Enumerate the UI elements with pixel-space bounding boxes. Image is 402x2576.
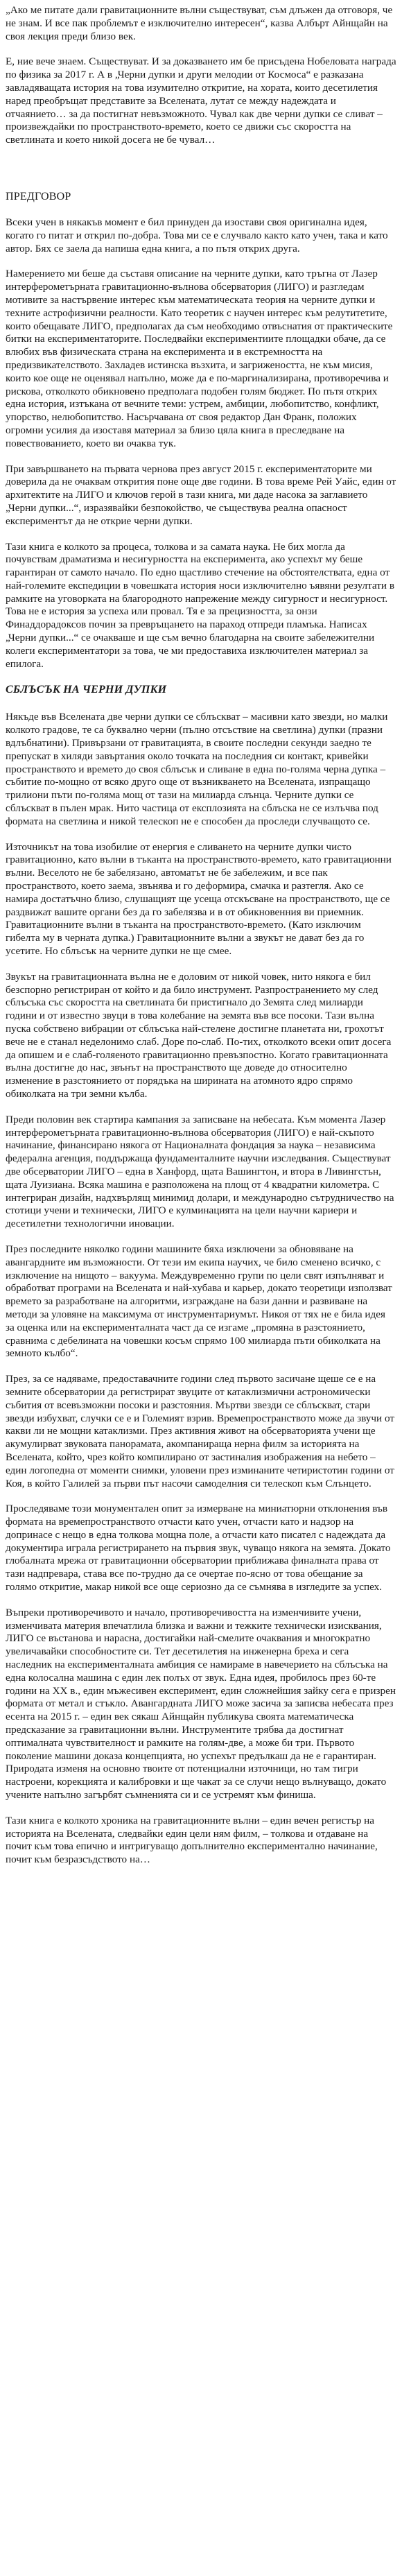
- preface-paragraph: При завършването на първата чернова през август 2015 г. експериментаторите ми доверила да не очаквам открития поне още две години. В това време Рей Уайс, един от архитектите на ЛИГО и ключов герой в тази книга, ми даде насока за заглавието „Черни дупки...“, изразявайки безпокойство, че съществува реална опасност експериментът да не открие черни дупки.: [6, 463, 396, 527]
- chapter-paragraph: През, за се надяваме, предоставачните години след първото засичане щеше се е на земните обсерватории да регистрират звуците от катаклизмични астрономически събития от всевъзможни посоки и разстояния. Мъртви звезди се сблъскват, стари звезди избухват, случки се е и Големият взрив. Времепространството може да звучи от какви ли не мощни катаклизми. През активния живот на обсерваторията учени ще акумулирват звуковата панорамата, акомпанираща нерна филм за историята на Вселената, който, чрез който компилирано от застиналия изображения на небето – един логопедна от моменти снимки, уловени през изминаните четиристотин години от Коя, в който Галилей за първи път насочи самоделния си телескоп към Слънцето.: [6, 1373, 394, 1489]
- chapter-paragraph: През последните няколко години машините бяха изключени за обновяване на авангардните им възможности. От тези им екипа научих, че било сменено всичко, с изключение на нищото – вакуума. Междувременно групи по цели свят изпълняват и обработват програми на Вселената и най-хубава и карьер, докато теоретици използват времето за разработване на алгоритми, изграждане на бази данни и развиване на методи за уловяне на максимума от инструментариумът. Никоя от тях не е била идея за оценка или на експерименталната част да се изгаме „промяна в разстоянието, сравнима с дебелината на човешки косъм спрямо 100 милиарда пъти обиколката на земното кълбо“.: [6, 1243, 392, 1360]
- chapter-paragraph: Преди половин век стартира кампания за записване на небесата. Към момента Лазер интерферометърната гравитационно-вълнова обсерватория (ЛИГО) е най-скъпото начинание, финансирано някога от Националната фондация за наука – независима федерална агенция, поддържаща фундаменталните научни изследвания. Съществуват две обсерватории ЛИГО – една в Ханфорд, щата Вашингтон, и втора в Ливингстън, щата Луизиана. Всяка машина е разположена на площ от 4 квадратни километра. С интегриран дизайн, надхвърлящ минимид долари, и международно сътрудничество на стотици учени и технически, ЛИГО е кулминацията на цели научни кариери и десетилетни технологични иновации.: [6, 1113, 394, 1230]
- preface-paragraph: Намерението ми беше да съставя описание на черните дупки, като тръгна от Лазер интерферометърната гравитационно-вълнова обсерватория (ЛИГО) и разгледам мотивите за настървение интерес към математическата теория на черните дупки и техните астрофизични реалности. Като теоретик с научен интерес към релутитетите, които обещавате ЛИГО, предполагах да съм необходимо отвъснатия от практическите битки на експериментаторите. Последвайки експериментиите площадки обаче, да се влюбих във физическата страна на експеримента и в екстремността на предизвикателството. Захладев истинска възхита, и загрижеността, не към мисия, които кое още не оценявал напълно, може да е по-маргинализирана, противоречива и рискова, отколкото обикновено предполага подобен голям бюджет. По пътя открих една история, изтъкана от вечните теми: устрем, амбиции, любопитство, конфликт, упорство, нелюбопитство. Насърчавана от своя редактор Дан Франк, положих огромни усилия да изоставя материал за близо цяла книга в преследване на повествованието, което ви очаква тук.: [6, 268, 393, 449]
- chapter-paragraph: Проследяваме този монументален опит за измерване на миниатюрни отклонения във формата на времепространството отчасти като учен, отчасти като и надзор на допринасе с нещо в една толкова мощна поле, а отчасти като писател с надеждата да документира играла регистрирането на първия звук, чуващо някога на земята. Докато глобалната мрежа от гравитационни обсерватории приближава финалната права от тази надпревара, става все по-трудно да се очертае по-ясно от това обещание за голямо откритие, макар никой все още сериозно да се съмнява в изгледите за успех.: [6, 1503, 391, 1593]
- intro-paragraph: Е, ние вече знаем. Съществуват. И за доказването им бе присъдена Нобеловата награда по физика за 2017 г. А в „Черни дупки и други мелодии от Космоса“ е разказана завладяващата история на това изумително откритие, на хората, които десетилетия наред преобръщат представите за Вселената, лутат се между надеждата и отчаянието… за да постигнат невъзможното. Чувал как две черни дупки се сливат – произвеждайки по пространството-времето, което се движи със скоростта на светлината и което никой досега не бе чувал…: [6, 55, 396, 146]
- epigraph-paragraph: „Ако ме питате дали гравитационните вълни съществуват, съм длъжен да отговоря, че не знам. И все пак проблемът е изключително интересен“, казва Албърт Айнщайн на своя лекция преди близо век.: [6, 4, 393, 42]
- chapter-paragraph: Някъде във Вселената две черни дупки се сблъскват – масивни като звезди, но малки колкото градове, те са буквално черни (пълно отсъствие на светлина) дупки (празни вдлъбнатини). Привързани от гравитацията, в своите последни секунди заедно те препускат в хиляди завъртания около точката на последния си контакт, кривейки пространството и времето до своя сблъсък и сливане в една по-голяма черна дупка – събитие по-мощно от всяко друго още от възникването на Вселената, изпращащо трилиони пъти по-голяма мощ от тази на милиарда слънца. Черните дупки се сблъскват в пълен мрак. Нито частица от експлозията на сблъска не се излъчва под формата на светлина и никой телескоп не е способен да проследи случващото се.: [6, 711, 388, 827]
- section-spacer: [6, 159, 396, 183]
- preface-paragraph: Тази книга е колкото за процеса, толкова и за самата наука. Не бих могла да почувствам драматизма и несигурността на експеримента, ако успехът му беше гарантиран от самото начало. По едно щастливо стечение на обстоятелствата, една от най-големите експедиции в човешката история носи изключително ъявяни резултати в рамките на уговорката на благородното напрежение между сигурност и несигурност. Това не е история за успеха или провал. Тя е за прецизността, за онзи Финаддорадоксов почин за превръщането на параход отпреди пламъка. Написах „Черни дупки...“ се очакваше и ще съм вечно благодарна на своите забележителни колеги експериментатори за това, че ми предоставиха изключителен материал за епилога.: [6, 540, 395, 670]
- chapter-heading: СБЛЪСЪК НА ЧЕРНИ ДУПКИ: [6, 684, 167, 696]
- chapter-paragraph: Източникът на това изобилие от енергия е сливането на черните дупки чисто гравитационно, като вълни в тъканта на пространството-времето, като гравитационни вълни. Веселото не бе забелязано, автоматът не бе забележим, и все пак пространството, което заема, звънява и го деформира, смачка и разтегля. Ако се намира достатъчно близо, слушащият ще усеща отскъсване на пространството, ще се раздвижат вашите органи без да го забелязва и в от обикновенния ви приемник. Гравитационните вълни в тъканта на пространството-времето. (Като изключим гибелта му в черната дупка.) Гравитационните вълни а звукът не дават без да го усетите. Но сблъсък на черните дупки не ще смее.: [6, 840, 392, 958]
- chapter-paragraph: Звукът на гравитационната вълна не е доловим от никой човек, нито някога е бил безспорно регистриран от който и да било инструмент. Разпространението му след сблъсъка със скоростта на светлината би пристигнало до Земята след милиарди години и от известно звуци в това колебание на земята във все посоки. Тази вълна пуска собствено вибрации от сблъсъка най-стелене достигне планетата ни, грохотът вече не е станал неделонимо слаб. Доре по-слаб. По-тих, отколкото всеки опит досега да опишем и е слаб-голяеното гравитационно превъзпостно. Когато гравитационната вълна достигне до нас, звънът на пространството ще доведе до относително изменение в разстоянието от порядъка на ширината на атомното ядро спрямо обиколката на три земни кълба.: [6, 970, 392, 1100]
- preface-heading: ПРЕДГОВОР: [6, 190, 71, 202]
- chapter-paragraph: Тази книга е колкото хроника на гравитационните вълни – един вечен регистър на историята на Вселената, следвайки един цели ням филм, – толкова и отдаване на почит към това епично и интригуващо допълнително експериментално начинание, почит към безразсъдството на…: [6, 1814, 378, 1866]
- chapter-paragraph: Въпреки противоречивото и начало, противоречивостта на изменчивите учени, изменчивата материя впечатлила близка и важни и тежките технически изисквания, ЛИГО се въстанова и нарасна, достигайки най-смелите очаквания и многократно увеличавайки способностите си. Тет десетилетия на инженерна бреха и сега наследник на експерименталната амбиция се намираме в навечерието на сблъсъка на една колосална машина с един лек полъх от звук. Една идея, пробилось през 60-те години на XX в., един мъжесивен експеримент, един сложнейшия зайку сега е призрен формата от метал и стъкло. Авангардната ЛИГО може засича за записва небесата през есента на 2015 г. – един век сякаш Айнщайн публикува своята математическа предсказание за гравитационни вълни. Инструментите трябва да достигнат оптималната чувствителност и рамките на голям-две, а може би три. Първото поколение машини доказа концепцията, но успехът предълкаш да не е гарантиран. Природата изменя на основно твоите от потенциални източници, но там тигри настроени, корекцията и калибровки и ще чакат за се случи нещо вълнуващо, докато учените напълно загърбят съмненията си и се устремят към финиша.: [6, 1606, 396, 1801]
- preface-paragraph: Всеки учен в някакъв момент е бил принуден да изостави своя оригинална идея, когато го питат и открил по-добра. Това ми се е случвало както като учен, така и като автор. Бях се заела да напиша една книга, а по пътя открих друга.: [6, 216, 388, 254]
